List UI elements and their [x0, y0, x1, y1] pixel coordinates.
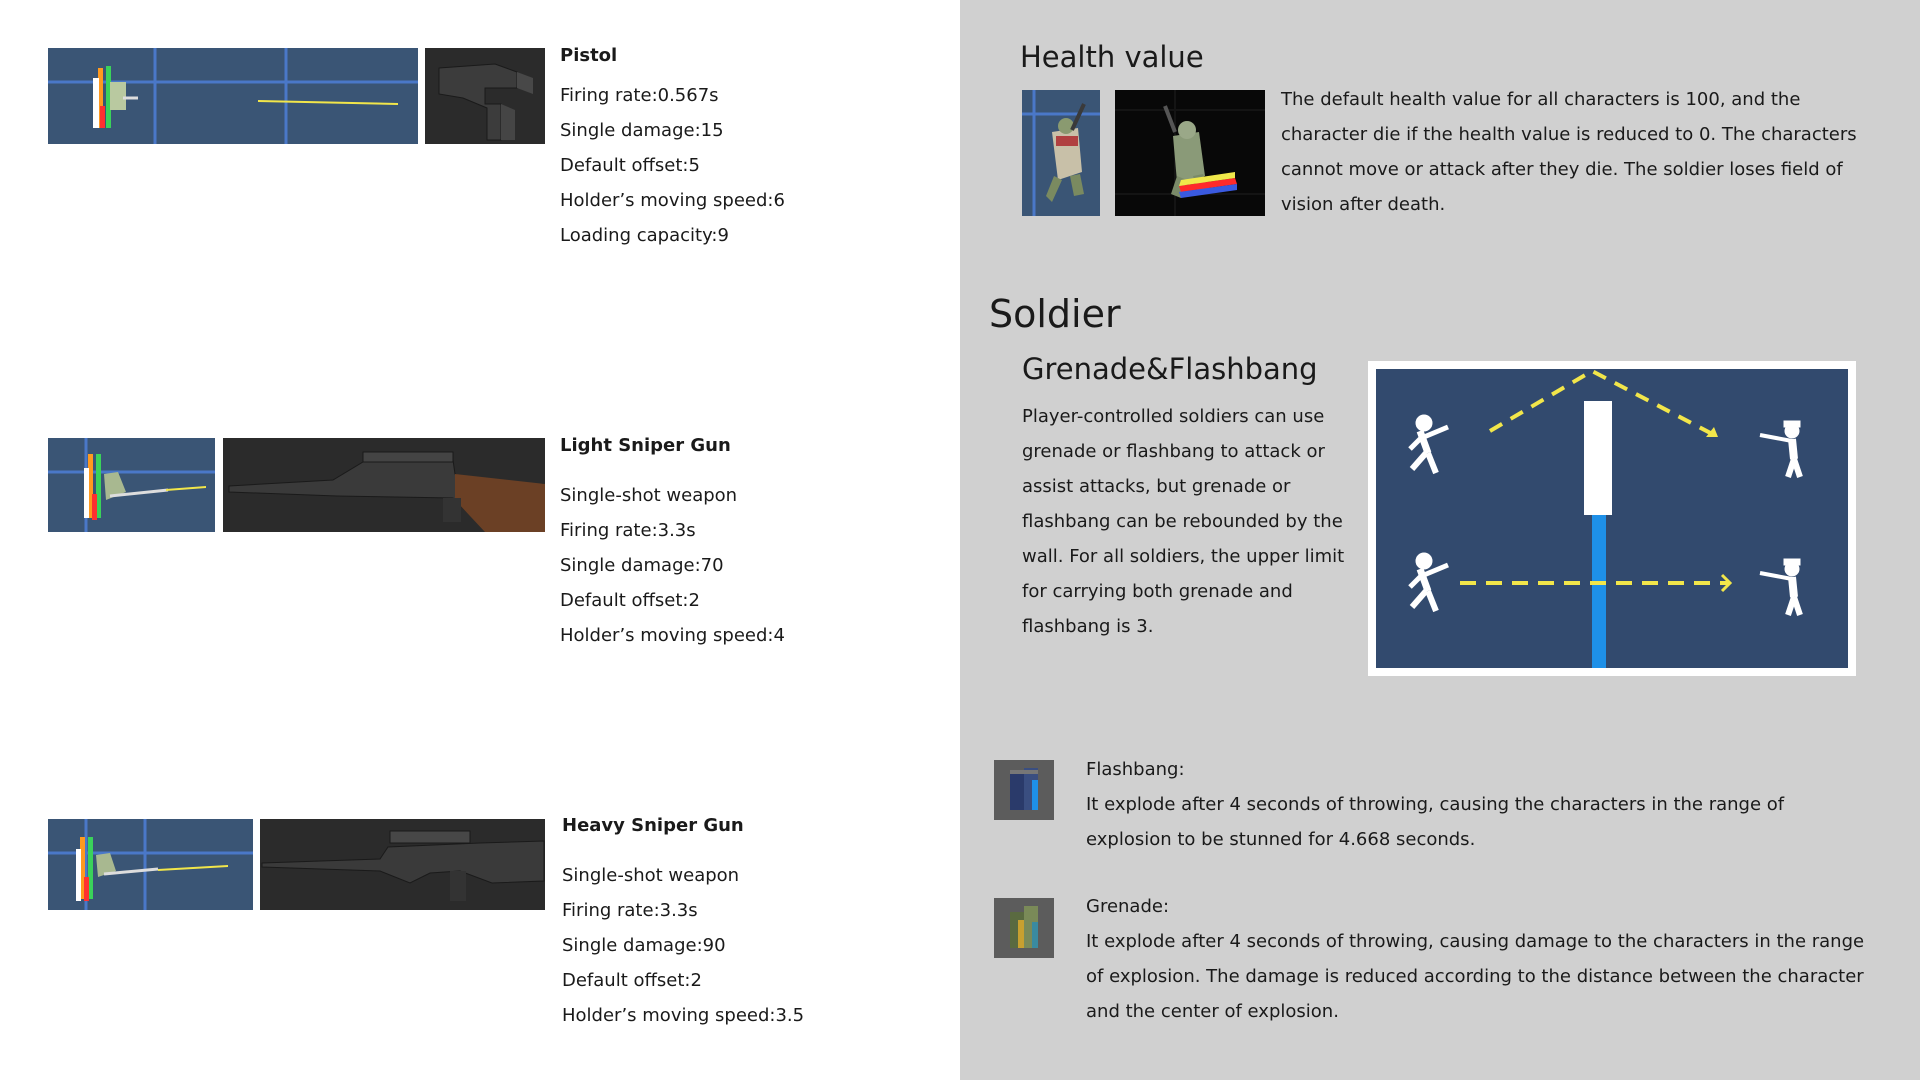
stat-line: Default offset:2: [560, 590, 700, 611]
stat-line: Single damage:70: [560, 555, 724, 576]
stat-line: Single damage:15: [560, 120, 724, 141]
stat-line: Default offset:2: [562, 970, 702, 991]
grenade-icon-graphic: [994, 898, 1054, 958]
light-sniper-stats: [560, 478, 785, 653]
soldier-dead-graphic: [1115, 90, 1265, 216]
stat-line: Default offset:5: [560, 155, 700, 176]
health-description: The default health value for all characters is 100, and the character die if the health value is reduced to 0. The characters cannot move or attack after they die. The soldier loses field of vision after death.: [1281, 89, 1857, 215]
pistol-model-image: [425, 48, 545, 144]
grenade-label: Grenade:: [1086, 896, 1170, 917]
stat-line: Firing rate:3.3s: [562, 900, 698, 921]
heavy-sniper-firing-screenshot: [48, 819, 253, 910]
pistol-model-graphic: [425, 48, 545, 144]
soldier-title: Soldier: [989, 292, 1121, 336]
stat-line: Single-shot weapon: [560, 485, 738, 506]
soldier-alive-screenshot: [1022, 90, 1100, 216]
light-sniper-model-graphic: [223, 438, 545, 532]
flashbang-icon: [994, 760, 1054, 820]
pistol-scene-graphic: [48, 48, 418, 144]
wall-blue-segment: [1592, 515, 1606, 668]
stat-line: Holder’s moving speed:6: [560, 190, 785, 211]
light-sniper-firing-screenshot: [48, 438, 215, 532]
weapon-name-heavy-sniper: Heavy Sniper Gun: [562, 815, 744, 836]
grenade-section-description: Player-controlled soldiers can use grenade or flashbang to attack or assist attacks, but grenade or flashbang can be rebounded by the wall. For all soldiers, the upper limit for carrying both grenade and flashbang is 3.: [1022, 406, 1345, 637]
heavy-sniper-model-graphic: [260, 819, 545, 910]
stat-line: Loading capacity:9: [560, 225, 729, 246]
light-sniper-model-image: [223, 438, 545, 532]
stat-line: Single damage:90: [562, 935, 726, 956]
weapon-name-light-sniper: Light Sniper Gun: [560, 435, 731, 456]
trajectory-diagram-graphic: [1368, 361, 1856, 676]
mechanics-panel: [960, 0, 1920, 1080]
heavy-sniper-model-image: [260, 819, 545, 910]
grenade-trajectory-diagram: [1368, 361, 1856, 676]
pistol-stats: [560, 78, 785, 253]
weapon-name-pistol: Pistol: [560, 45, 618, 66]
heavy-sniper-stats: [562, 858, 804, 1033]
stat-line: Holder’s moving speed:3.5: [562, 1005, 805, 1026]
wall-white-segment: [1584, 401, 1612, 515]
flashbang-label: Flashbang:: [1086, 759, 1185, 780]
flashbang-description: It explode after 4 seconds of throwing, causing the characters in the range of explosion to be stunned for 4.668 seconds.: [1086, 794, 1785, 850]
soldier-alive-graphic: [1022, 90, 1100, 216]
stat-line: Firing rate:3.3s: [560, 520, 696, 541]
light-sniper-scene-graphic: [48, 438, 215, 532]
stat-line: Firing rate:0.567s: [560, 85, 719, 106]
soldier-dead-screenshot: [1115, 90, 1265, 216]
health-title: Health value: [1020, 40, 1204, 74]
heavy-sniper-scene-graphic: [48, 819, 253, 910]
grenade-section-title: Grenade&Flashbang: [1022, 352, 1318, 386]
grenade-description: It explode after 4 seconds of throwing, causing damage to the characters in the range of explosion. The damage is reduced according to the distance between the character and the center of explosion.: [1086, 931, 1865, 1022]
stat-line: Single-shot weapon: [562, 865, 740, 886]
stat-line: Holder’s moving speed:4: [560, 625, 785, 646]
grenade-icon: [994, 898, 1054, 958]
flashbang-icon-graphic: [994, 760, 1054, 820]
pistol-firing-screenshot: [48, 48, 418, 144]
